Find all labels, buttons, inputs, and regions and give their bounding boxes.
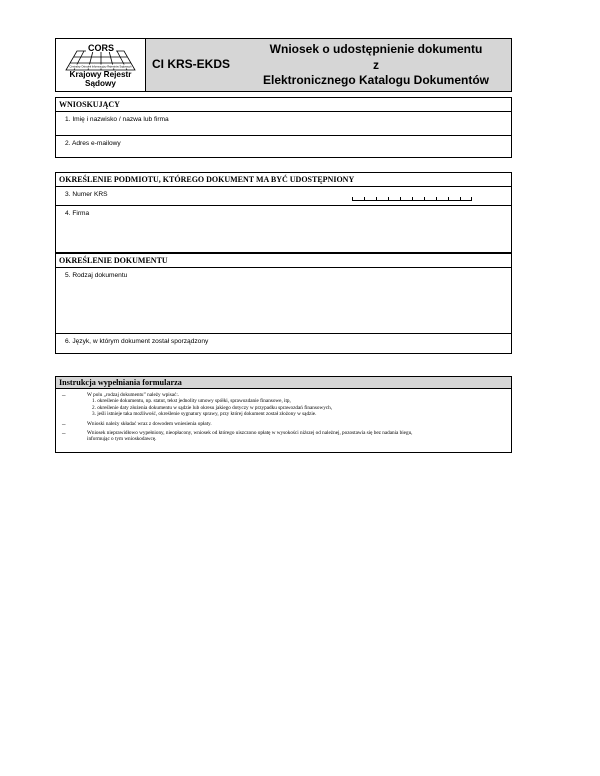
- form-header: [55, 38, 512, 92]
- dash-icon: –: [62, 419, 66, 428]
- dash-icon: –: [62, 429, 66, 438]
- email-field-label: 2. Adres e-mailowy: [65, 140, 121, 147]
- entity-section-title: OKREŚLENIE PODMIOTU, KTÓREGO DOKUMENT MA BYĆ UDOSTĘPNIONY: [56, 172, 511, 187]
- krs-digit-box[interactable]: [364, 197, 376, 201]
- applicant-section-title: WNIOSKUJĄCY: [56, 97, 511, 112]
- name-field[interactable]: [56, 112, 511, 136]
- applicant-section: [55, 97, 512, 158]
- company-field-label: 4. Firma: [65, 210, 90, 217]
- email-field[interactable]: [56, 136, 511, 157]
- instruction-item: – Wniosek nieprawidłowo wypełniony, nieopłacony, wniosek od którego uiszczono opłatę w wysokości niższej od należnej, pozostawia się bez nadania biegu, informując o tym wnioskodawcę.: [62, 429, 413, 443]
- instruction-item: – W polu „rodzaj dokumentu” należy wpisać:.: [62, 391, 180, 399]
- krs-digit-box[interactable]: [460, 197, 472, 201]
- dash-icon: –: [62, 391, 66, 399]
- instructions-body: [56, 389, 511, 443]
- instruction-subitem: 2. określenie daty złożenia dokumentu w sądzie lub okresu jakiego dotyczy w przypadku sprawozdań finansowych,: [92, 404, 332, 411]
- instruction-item: – Wnioski należy składać wraz z dowodem wniesienia opłaty.: [62, 419, 212, 428]
- krs-digit-box[interactable]: [448, 197, 460, 201]
- svg-text:Centralny Ośrodek Informacyjny: Centralny Ośrodek Informacyjny Rejestrów Sądowych: [69, 65, 132, 69]
- document-type-field[interactable]: [56, 268, 511, 334]
- krs-digit-box[interactable]: [376, 197, 388, 201]
- document-section-title: OKREŚLENIE DOKUMENTU: [56, 253, 511, 268]
- form-title: Wniosek o udostępnienie dokumentu z Elektronicznego Katalogu Dokumentów: [262, 42, 490, 87]
- krs-digit-box[interactable]: [436, 197, 448, 201]
- krs-digit-box[interactable]: [388, 197, 400, 201]
- company-field[interactable]: [56, 206, 511, 252]
- krs-number-field[interactable]: [56, 187, 511, 206]
- krs-number-label: 3. Numer KRS: [65, 191, 108, 198]
- instruction-subitem: 1. określenie dokumentu, np. statut, tekst jednolity umowy spółki, sprawozdanie finansowe, itp,: [92, 398, 291, 405]
- krs-digit-box[interactable]: [352, 197, 364, 201]
- krs-digit-box[interactable]: [412, 197, 424, 201]
- instructions-box: [55, 376, 512, 453]
- krs-digit-box[interactable]: [424, 197, 436, 201]
- name-field-label: 1. Imię i nazwisko / nazwa lub firma: [65, 116, 169, 123]
- document-language-field[interactable]: [56, 334, 511, 353]
- document-type-label: 5. Rodzaj dokumentu: [65, 272, 128, 279]
- entity-section: [55, 172, 512, 253]
- svg-text:CORS: CORS: [87, 43, 115, 53]
- logo-name: Krajowy Rejestr Sądowy: [69, 70, 132, 88]
- form-code: CI KRS-EKDS: [152, 57, 231, 71]
- document-language-label: 6. Język, w którym dokument został sporządzony: [65, 338, 209, 345]
- cors-logo: [56, 39, 146, 91]
- instructions-title: Instrukcja wypełniania formularza: [56, 377, 511, 389]
- cors-logo-icon: [62, 42, 139, 72]
- instruction-subitem: 3. jeśli istnieje taka możliwość, określenie sygnatury sprawy, przy której dokument został złożony w sądzie.: [92, 411, 317, 418]
- document-section: [55, 253, 512, 354]
- krs-digit-box[interactable]: [400, 197, 412, 201]
